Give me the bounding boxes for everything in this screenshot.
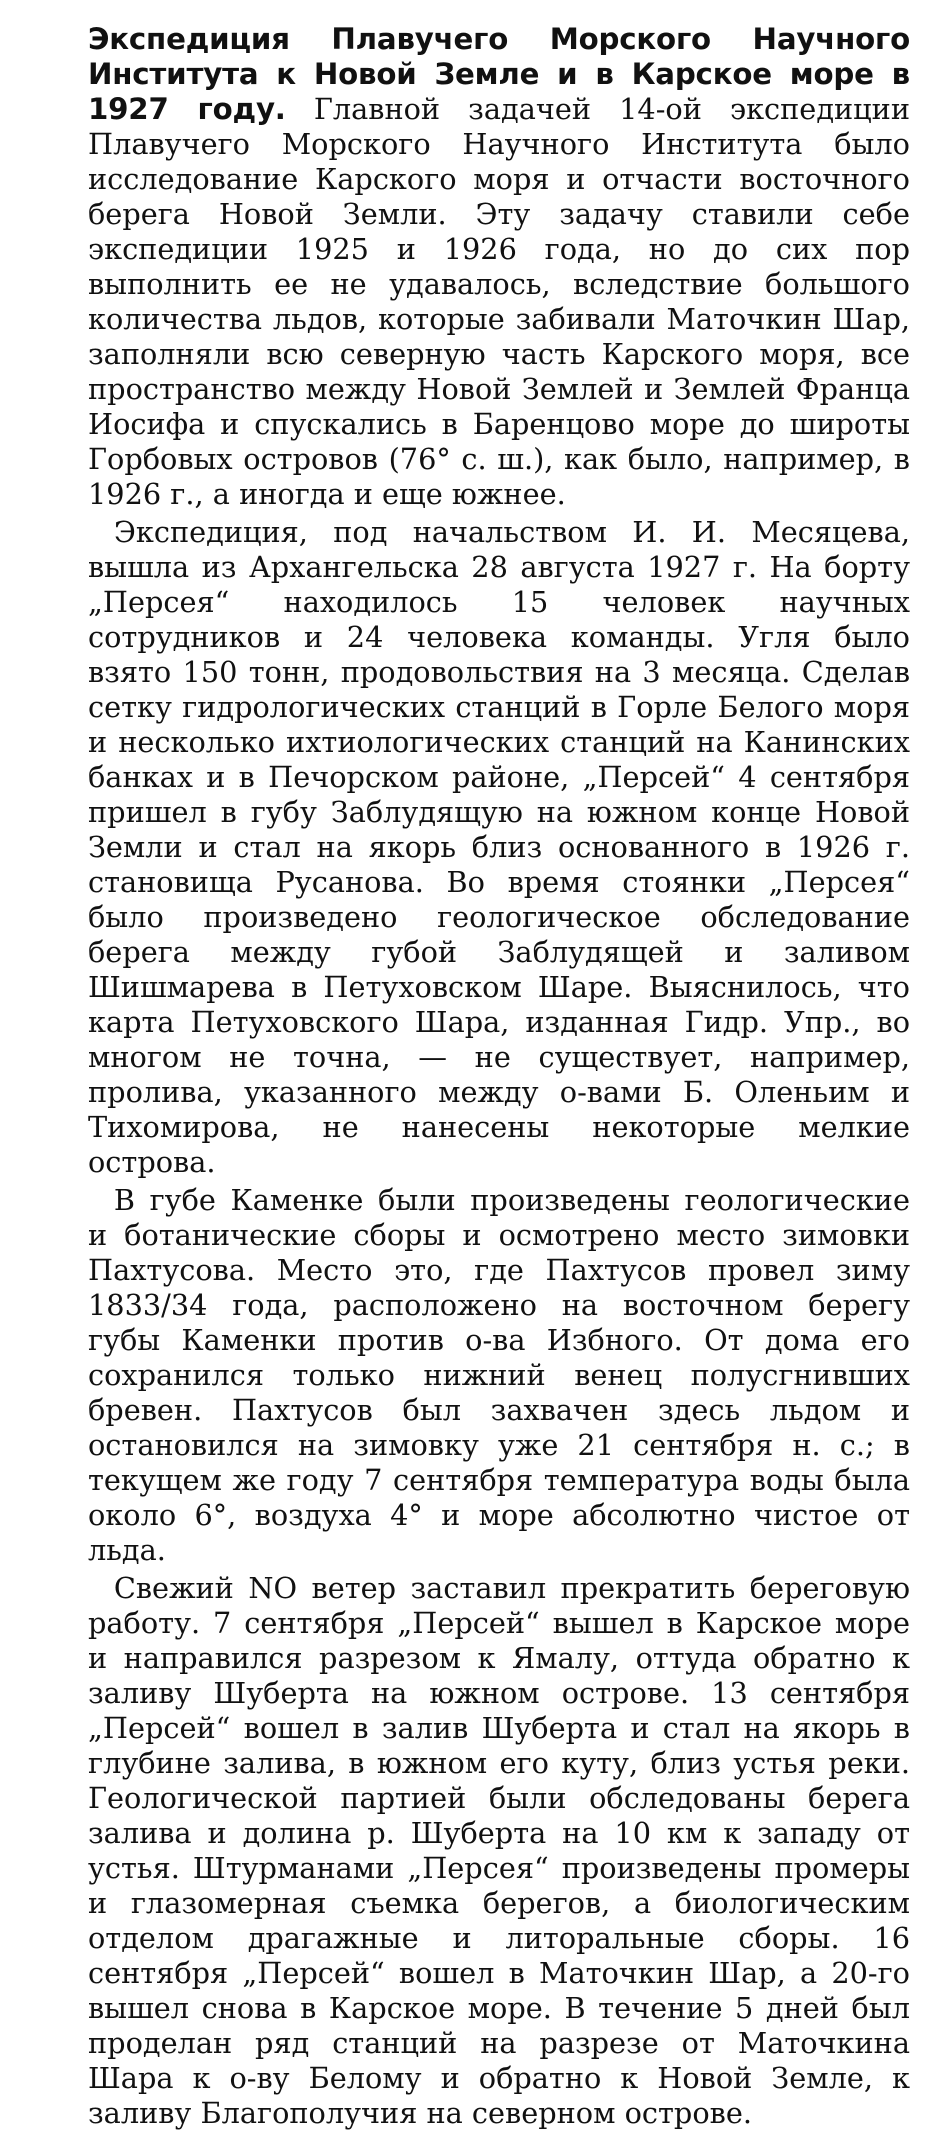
paragraph-1-text: Главной задачей 14-ой экспедиции Плавучего Морского Научного Института было исследование Карского моря и отчасти восточного берега Новой Земли. Эту задачу ставили себе экспедиции 1925 и 1926 года, но до сих пор выполнить ее не удавалось, вследствие большого количества льдов, которые забивали Маточкин Шар, заполняли всю северную часть Карского моря, все пространство между Новой Землей и Землей Франца Иосифа и спускались в Баренцово море до широты Горбовых островов (76° с. ш.), как было, например, в 1926 г., а иногда и еще южнее. — [88, 92, 910, 511]
paragraph-1 — [88, 22, 910, 512]
article — [88, 22, 910, 2131]
paragraph-2: Экспедиция, под начальством И. И. Месяцева, вышла из Архангельска 28 августа 1927 г. На борту „Персея“ находилось 15 человек научных сотрудников и 24 человека команды. Угля было взято 150 тонн, продовольствия на 3 месяца. Сделав сетку гидрологических станций в Горле Белого моря и несколько ихтиологических станций на Канинских банках и в Печорском районе, „Персей“ 4 сентября пришел в губу Заблудящую на южном конце Новой Земли и стал на якорь близ основанного в 1926 г. становища Русанова. Во время стоянки „Персея“ было произведено геологическое обследование берега между губой Заблудящей и заливом Шишмарева в Петуховском Шаре. Выяснилось, что карта Петуховского Шара, изданная Гидр. Упр., во многом не точна, — не существует, например, пролива, указанного между о-вами Б. Оленьим и Тихомирова, не нанесены некоторые мелкие острова. — [88, 515, 910, 1179]
article-heading: Экспедиция Плавучего Морского Научного Института к Новой Земле и в Карское море в 1927 году. — [88, 22, 910, 126]
paragraph-4: Свежий NO ветер заставил прекратить береговую работу. 7 сентября „Персей“ вышел в Карское море и направился разрезом к Ямалу, оттуда обратно к заливу Шуберта на южном острове. 13 сентября „Персей“ вошел в залив Шуберта и стал на якорь в глубине залива, в южном его куту, близ устья реки. Геологической партией были обследованы берега залива и долина р. Шуберта на 10 км к западу от устья. Штурманами „Персея“ произведены промеры и глазомерная съемка берегов, а биологическим отделом драгажные и литоральные сборы. 16 сентября „Персей“ вошел в Маточкин Шар, а 20-го вышел снова в Карское море. В течение 5 дней был проделан ряд станций на разрезе от Маточкина Шара к о-ву Белому и обратно к Новой Земле, к заливу Благополучия на северном острове. — [88, 1571, 910, 2130]
paragraph-3: В губе Каменке были произведены геологические и ботанические сборы и осмотрено место зимовки Пахтусова. Место это, где Пахтусов провел зиму 1833/34 года, расположено на восточном берегу губы Каменки против о-ва Избного. От дома его сохранился только нижний венец полусгнивших бревен. Пахтусов был захвачен здесь льдом и остановился на зимовку уже 21 сентября н. с.; в текущем же году 7 сентября температура воды была около 6°, воздуха 4° и море абсолютно чистое от льда. — [88, 1183, 910, 1567]
